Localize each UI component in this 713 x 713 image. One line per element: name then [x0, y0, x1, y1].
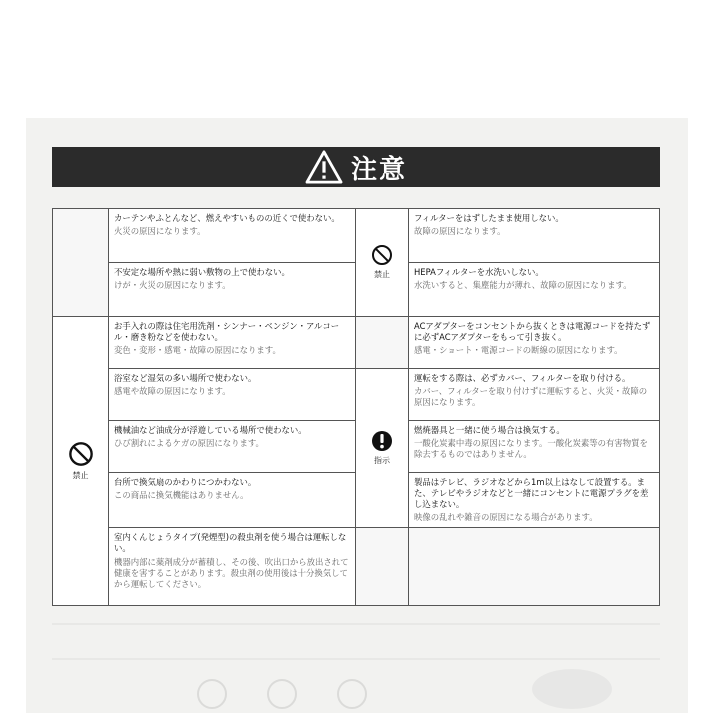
faded-back-page-illustration: [52, 604, 660, 713]
right-cell-6: [409, 473, 660, 528]
warning-triangle-icon: [305, 150, 343, 184]
caution-heading: 運転をする際は、必ずカバー、フィルターを取り付ける。: [414, 373, 631, 383]
caution-detail: 映像の乱れや雑音の原因になる場合があります。: [414, 512, 598, 523]
prohibition-icon: [68, 441, 94, 467]
table-row: [53, 209, 660, 263]
right-cell-blank: [409, 528, 660, 606]
instruct-label: 指示: [374, 455, 390, 465]
prohibit-label: 禁止: [72, 470, 89, 480]
left-cell-1: [109, 209, 356, 263]
left-cell-2: [109, 263, 356, 317]
caution-detail: ひび割れによるケガの原因になります。: [114, 438, 264, 449]
right-icon-cell-instruct: [356, 369, 409, 528]
caution-table: [52, 208, 660, 606]
left-cell-4: [109, 369, 356, 421]
right-cell-3: [409, 317, 660, 369]
caution-heading: 製品はテレビ、ラジオなどから1m以上はなして設置する。また、テレビやラジオなどと一緒にコンセントに電源プラグを差し込まない。: [414, 477, 649, 510]
caution-detail: 故障の原因になります。: [414, 226, 506, 237]
caution-heading: カーテンやふとんなど、燃えやすいものの近くで使わない。: [114, 213, 340, 223]
caution-detail: 火災の原因になります。: [114, 226, 206, 237]
caution-heading: 室内くんじょうタイプ(発煙型)の殺虫剤を使う場合は運転しない。: [114, 532, 347, 554]
caution-heading: フィルターをはずしたまま使用しない。: [414, 213, 564, 223]
table-row: [53, 528, 660, 606]
caution-heading: 燃焼器具と一緒に使う場合は換気する。: [414, 425, 565, 435]
caution-detail: けが・火災の原因になります。: [114, 280, 231, 291]
caution-banner: [52, 147, 660, 187]
left-cell-5: [109, 421, 356, 473]
prohibition-icon: [371, 244, 393, 266]
right-icon-cell-blank: [356, 317, 409, 369]
caution-heading: HEPAフィルターを水洗いしない。: [414, 267, 544, 277]
caution-heading: お手入れの際は住宅用洗剤・シンナー・ベンジン・アルコール・磨き粉などを使わない。: [114, 321, 340, 343]
right-cell-4: [409, 369, 660, 421]
right-cell-2: [409, 263, 660, 317]
caution-detail: 一酸化炭素中毒の原因になります。一酸化炭素等の有害物質を除去するものではありません。: [414, 438, 648, 460]
caution-detail: 水洗いすると、集塵能力が薄れ、故障の原因になります。: [414, 280, 632, 291]
table-row: [53, 369, 660, 421]
right-cell-1: [409, 209, 660, 263]
caution-heading: 不安定な場所や熱に弱い敷物の上で使わない。: [114, 267, 290, 277]
right-icon-cell-prohibit: [356, 209, 409, 317]
left-cell-7: [109, 528, 356, 606]
caution-detail: 機器内部に薬剤成分が蓄積し、その後、吹出口から放出されて健康を害することがあります。殺虫剤の使用後は十分換気してから運転してください。: [114, 556, 349, 589]
left-icon-cell-prohibit: [53, 317, 109, 606]
left-cell-3: [109, 317, 356, 369]
caution-detail: 変色・変形・感電・故障の原因になります。: [114, 345, 281, 356]
instruction-icon: [371, 430, 393, 452]
right-icon-cell-blank: [356, 528, 409, 606]
caution-detail: カバー、フィルターを取り付けずに運転すると、火災・故障の原因になります。: [414, 386, 648, 408]
table-row: [53, 317, 660, 369]
caution-detail: この商品に換気機能はありません。: [114, 490, 249, 501]
caution-detail: 感電や故障の原因になります。: [114, 386, 231, 397]
caution-detail: 感電・ショート・電源コードの断線の原因になります。: [414, 345, 623, 356]
right-cell-5: [409, 421, 660, 473]
caution-heading: 台所で換気扇のかわりにつかわない。: [114, 477, 257, 487]
prohibit-label: 禁止: [374, 270, 390, 280]
banner-title: 注意: [350, 154, 407, 185]
left-cell-6: [109, 473, 356, 528]
caution-heading: ACアダプターをコンセントから抜くときは電源コードを持たずに必ずACアダプターをもって引き抜く。: [414, 321, 651, 343]
caution-heading: 機械油など油成分が浮遊している場所で使わない。: [114, 425, 307, 435]
caution-heading: 浴室など湿気の多い場所で使わない。: [114, 373, 257, 383]
left-icon-cell-top: [53, 209, 109, 317]
